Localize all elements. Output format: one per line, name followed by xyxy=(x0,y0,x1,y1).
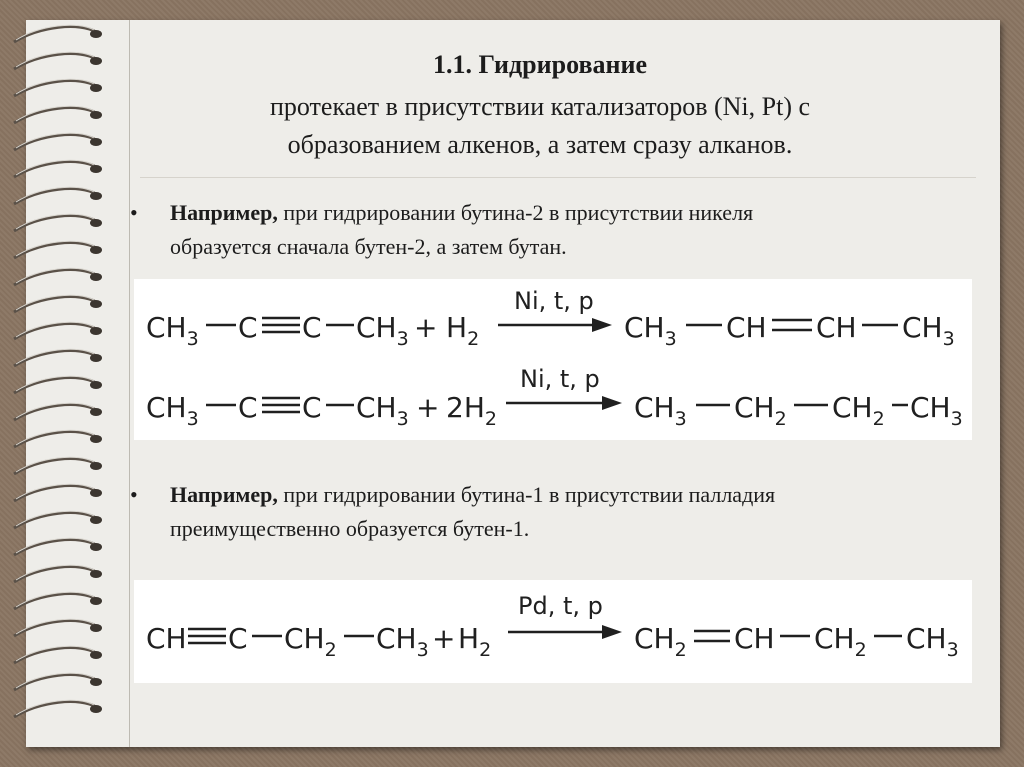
svg-text:CH3: $CH_3$ xyxy=(624,311,677,350)
reactant-carbon-3: C xyxy=(302,311,322,344)
equation-box-butyne-1 xyxy=(134,580,972,683)
spiral-coil xyxy=(14,214,102,231)
svg-text:CH3: $CH_3$ xyxy=(910,391,963,430)
equation-box-butyne-2 xyxy=(134,279,972,440)
spiral-coil xyxy=(14,565,102,582)
hydrogen: H xyxy=(463,391,485,424)
product-carbon-4: CH xyxy=(910,391,951,424)
svg-text:CH3: $CH_3$ xyxy=(356,311,409,350)
arrow-head-icon xyxy=(602,396,622,410)
reactant-carbon-1: CH xyxy=(146,391,187,424)
reactant-carbon-2: C xyxy=(238,391,258,424)
plus-sign: + xyxy=(416,391,440,424)
product-carbon-1: CH xyxy=(634,391,675,424)
hydrogen: H xyxy=(446,311,468,344)
reactant-carbon-3: CH xyxy=(284,622,325,655)
bullet-text xyxy=(170,196,970,264)
spiral-coil xyxy=(14,160,102,177)
svg-text:2H2: $2H_2$ xyxy=(446,391,497,430)
svg-text:H2: $H_2$ xyxy=(458,622,492,661)
spiral-coil xyxy=(14,619,102,636)
product-carbon-1: CH xyxy=(624,311,665,344)
spiral-coil xyxy=(14,133,102,150)
bullet-text xyxy=(170,478,970,546)
bullet-line-2: преимущественно образуется бутен-1. xyxy=(170,516,530,541)
hydrogen: H xyxy=(458,622,480,655)
equation-hydrogenation-to-butene-1 xyxy=(146,592,959,661)
bullet-line-2: образуется сначала бутен-2, а затем бутан. xyxy=(170,234,567,259)
slide-subtitle xyxy=(160,88,920,164)
svg-text:CH3: $CH_3$ xyxy=(146,391,199,430)
slide-title: 1.1. Гидрирование xyxy=(433,50,647,79)
equation-hydrogenation-to-butene-2 xyxy=(146,287,955,350)
svg-text:CH3: $CH_3$ xyxy=(902,311,955,350)
reactant-carbon-4: CH xyxy=(376,622,417,655)
arrow-head-icon xyxy=(592,318,612,332)
spiral-coil xyxy=(14,79,102,96)
reactant-carbon-2: C xyxy=(228,622,248,655)
bullet-body: при гидрировании бутина-1 в присутствии палладия xyxy=(277,482,776,507)
bullet-dot-icon: • xyxy=(130,200,138,225)
product-carbon-2: CH xyxy=(734,391,775,424)
bullet-line-1 xyxy=(170,478,970,512)
spiral-coil xyxy=(14,25,102,42)
reaction-conditions: Pd, t, p xyxy=(518,592,603,620)
spiral-coil xyxy=(14,106,102,123)
bullet-lead: Например, xyxy=(170,200,278,225)
reaction-conditions: Ni, t, p xyxy=(520,365,600,393)
product-carbon-2: CH xyxy=(726,311,767,344)
reactant-carbon-4: CH xyxy=(356,311,397,344)
svg-text:CH2: $CH_2$ xyxy=(832,391,885,430)
svg-text:CH3: $CH_3$ xyxy=(376,622,429,661)
product-carbon-2: CH xyxy=(734,622,775,655)
spiral-binding-icon xyxy=(0,0,110,767)
spiral-coil xyxy=(14,592,102,609)
coefficient: 2 xyxy=(446,391,464,424)
reactant-carbon-3: C xyxy=(302,391,322,424)
reaction-conditions: Ni, t, p xyxy=(514,287,594,315)
product-carbon-4: CH xyxy=(902,311,943,344)
svg-text:CH2: $CH_2$ xyxy=(814,622,867,661)
spiral-coil xyxy=(14,511,102,528)
bullet-lead: Например, xyxy=(170,482,278,507)
spiral-coil xyxy=(14,322,102,339)
svg-text:CH3: $CH_3$ xyxy=(356,391,409,430)
svg-text:CH3: $CH_3$ xyxy=(146,311,199,350)
subtitle-line-2: образованием алкенов, а затем сразу алканов. xyxy=(287,130,793,159)
reactant-carbon-4: CH xyxy=(356,391,397,424)
spiral-coil xyxy=(14,700,102,717)
svg-text:CH2: $CH_2$ xyxy=(734,391,787,430)
product-carbon-3: CH xyxy=(816,311,857,344)
bullet-dot-icon: • xyxy=(130,482,138,507)
spiral-coil xyxy=(14,349,102,366)
reactant-carbon-1: CH xyxy=(146,311,187,344)
spiral-coil xyxy=(14,646,102,663)
equation-hydrogenation-to-butane xyxy=(146,365,963,430)
product-carbon-1: CH xyxy=(634,622,675,655)
svg-text:CH3: $CH_3$ xyxy=(634,391,687,430)
arrow-head-icon xyxy=(602,625,622,639)
spiral-coil xyxy=(14,538,102,555)
margin-line xyxy=(129,20,130,747)
bullet-body: при гидрировании бутина-2 в присутствии никеля xyxy=(277,200,754,225)
svg-text:CH2: $CH_2$ xyxy=(284,622,337,661)
reactant-carbon-2: C xyxy=(238,311,258,344)
subtitle-line-1: протекает в присутствии катализаторов (Ni, Pt) с xyxy=(269,92,811,121)
spiral-coil xyxy=(14,457,102,474)
reactant-carbon-1: CH xyxy=(146,622,187,655)
plus-sign: + xyxy=(432,622,456,655)
spiral-coil xyxy=(14,52,102,69)
spiral-coil xyxy=(14,673,102,690)
spiral-coil xyxy=(14,430,102,447)
spiral-coil xyxy=(14,376,102,393)
spiral-coil xyxy=(14,295,102,312)
spiral-coil xyxy=(14,268,102,285)
spiral-coil xyxy=(14,403,102,420)
title-divider xyxy=(140,177,976,178)
product-carbon-3: CH xyxy=(832,391,873,424)
svg-text:CH3: $CH_3$ xyxy=(906,622,959,661)
spiral-coil xyxy=(14,241,102,258)
svg-text:H2: $H_2$ xyxy=(446,311,480,350)
plus-sign: + xyxy=(414,311,438,344)
product-carbon-4: CH xyxy=(906,622,947,655)
spiral-coil xyxy=(14,484,102,501)
product-carbon-3: CH xyxy=(814,622,855,655)
svg-text:CH2: $CH_2$ xyxy=(634,622,687,661)
spiral-coil xyxy=(14,187,102,204)
bullet-line-1 xyxy=(170,196,970,230)
